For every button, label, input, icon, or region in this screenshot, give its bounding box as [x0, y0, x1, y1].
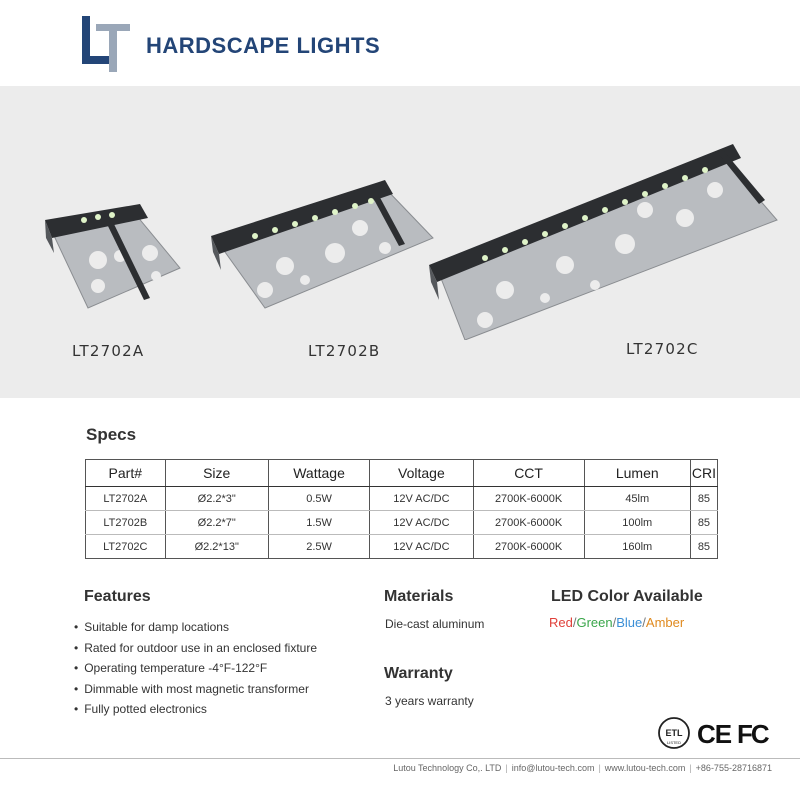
table-cell: 2700K-6000K — [473, 487, 584, 511]
table-cell: 45lm — [584, 487, 690, 511]
table-cell: 2.5W — [268, 535, 369, 559]
table-cell: 12V AC/DC — [370, 487, 473, 511]
col-header: Voltage — [370, 460, 473, 487]
table-cell: Ø2.2*13" — [165, 535, 268, 559]
footer-divider — [0, 758, 800, 759]
table-cell: Ø2.2*3" — [165, 487, 268, 511]
features-title: Features — [84, 588, 151, 605]
table-cell: LT2702A — [86, 487, 166, 511]
warranty-value: 3 years warranty — [385, 694, 474, 708]
product-hero — [0, 86, 800, 398]
materials-title: Materials — [384, 588, 454, 605]
table-cell: LT2702B — [86, 511, 166, 535]
led-color-amber: Amber — [645, 615, 685, 630]
col-header: CCT — [473, 460, 584, 487]
list-item: • Rated for outdoor use in an enclosed fixture — [74, 638, 317, 659]
product-label-c: LT2702C — [626, 340, 699, 358]
separator: / — [572, 615, 577, 630]
specs-table — [85, 459, 718, 559]
warranty-title: Warranty — [384, 665, 453, 682]
ce-mark-icon: CE — [697, 719, 732, 749]
list-item: • Operating temperature -4°F-122°F — [74, 658, 317, 679]
table-cell: 2700K-6000K — [473, 535, 584, 559]
table-row — [86, 535, 718, 559]
col-header: Wattage — [268, 460, 369, 487]
col-header: CRI — [690, 460, 717, 487]
product-image-lt2702a — [40, 198, 185, 310]
page-title: HARDSCAPE LIGHTS — [146, 33, 381, 58]
list-item: • Suitable for damp locations — [74, 617, 317, 638]
fc-mark-icon: FC — [737, 719, 768, 749]
table-row — [86, 487, 718, 511]
table-cell: 0.5W — [268, 487, 369, 511]
specs-title: Specs — [86, 425, 137, 444]
lt-logo-icon — [82, 16, 132, 72]
footer: Lutou Technology Co,. LTD | info@lutou-tech.com | www.lutou-tech.com | +86-755-28716871 — [393, 763, 772, 773]
table-cell: 85 — [690, 511, 717, 535]
list-item: • Fully potted electronics — [74, 699, 317, 720]
list-item: • Dimmable with most magnetic transformer — [74, 679, 317, 700]
specs-header-row — [86, 460, 718, 487]
table-cell: 85 — [690, 487, 717, 511]
product-label-b: LT2702B — [308, 342, 381, 360]
features-list — [74, 617, 317, 720]
led-color-list — [549, 615, 684, 630]
etl-listed-icon — [655, 715, 695, 753]
etl-mark-text: ETL — [665, 728, 683, 738]
table-row — [86, 511, 718, 535]
led-color-blue: Blue — [616, 615, 643, 630]
col-header: Size — [165, 460, 268, 487]
table-cell: Ø2.2*7" — [165, 511, 268, 535]
materials-value: Die-cast aluminum — [385, 617, 485, 631]
product-image-lt2702b — [205, 178, 440, 310]
separator: / — [642, 615, 646, 630]
table-cell: 160lm — [584, 535, 690, 559]
table-cell: 85 — [690, 535, 717, 559]
etl-sub-text: LISTED — [666, 740, 682, 745]
header — [0, 0, 800, 86]
led-color-title: LED Color Available — [551, 588, 703, 605]
col-header: Part# — [86, 460, 166, 487]
email-link[interactable]: info@lutou-tech.com — [511, 763, 595, 773]
table-cell: 100lm — [584, 511, 690, 535]
table-cell: LT2702C — [86, 535, 166, 559]
table-cell: 12V AC/DC — [370, 535, 473, 559]
led-color-green: Green — [576, 615, 613, 630]
separator: / — [612, 615, 617, 630]
certification-marks — [655, 715, 775, 753]
phone-number: +86-755-28716871 — [695, 763, 772, 773]
product-label-a: LT2702A — [72, 342, 145, 360]
table-cell: 1.5W — [268, 511, 369, 535]
led-color-red: Red — [549, 615, 573, 630]
col-header: Lumen — [584, 460, 690, 487]
company-name: Lutou Technology Co,. LTD — [393, 763, 502, 773]
table-cell: 2700K-6000K — [473, 511, 584, 535]
product-image-lt2702c — [425, 140, 780, 340]
website-link[interactable]: www.lutou-tech.com — [604, 763, 686, 773]
table-cell: 12V AC/DC — [370, 511, 473, 535]
